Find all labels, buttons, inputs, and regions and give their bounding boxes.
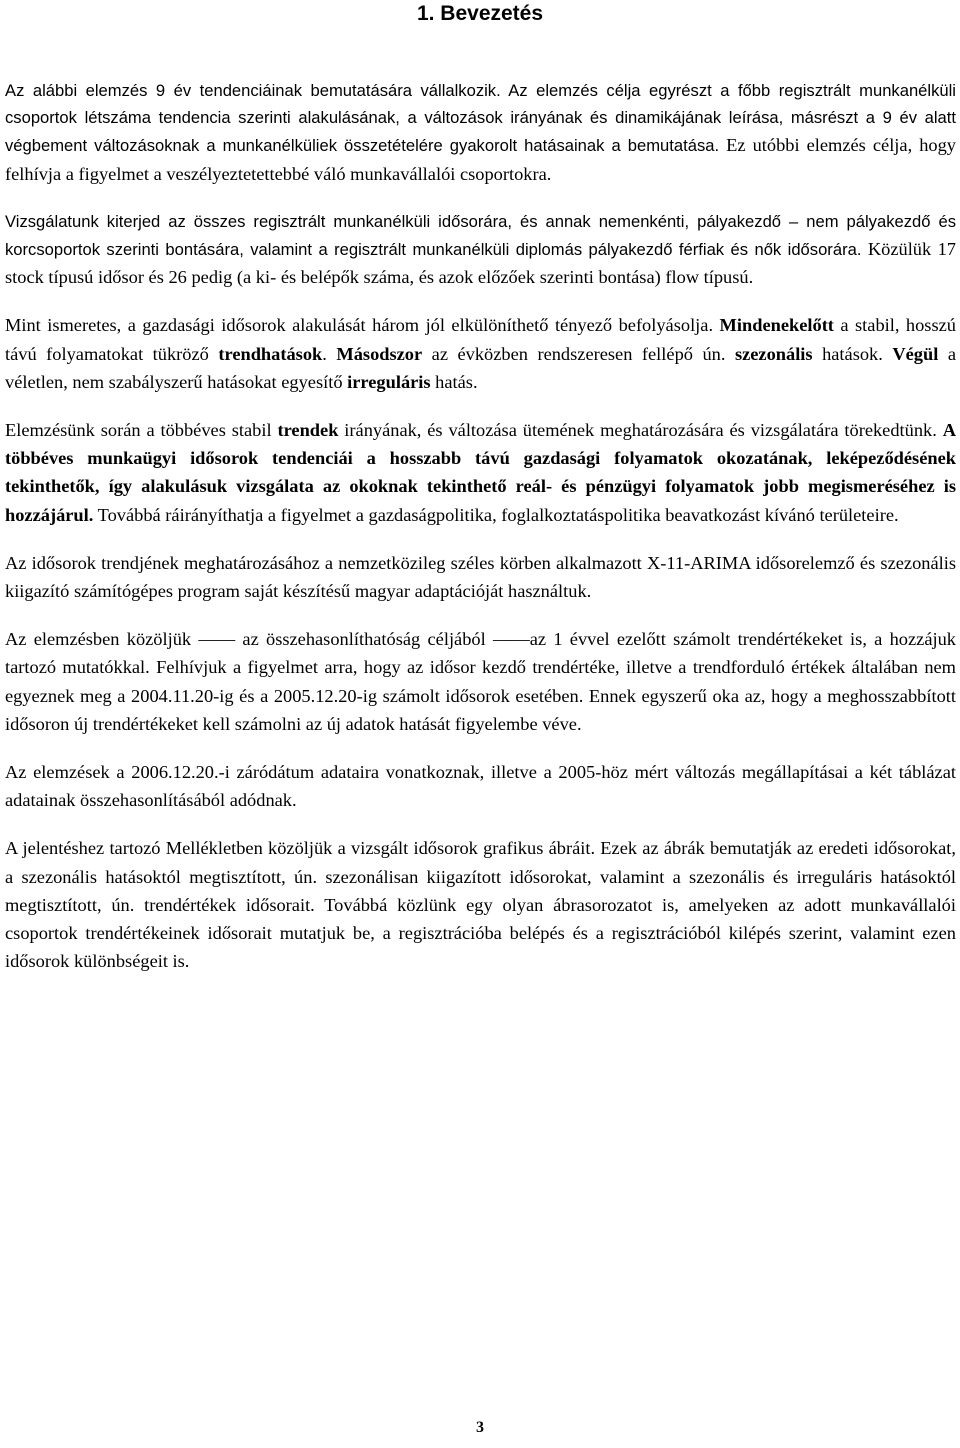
- text-run: Továbbá ráirányíthatja a figyelmet a gazdaságpolitika, foglalkoztatáspolitika beavatkozást kívánó területeire.: [93, 504, 899, 525]
- paragraph-introduction: [5, 78, 956, 189]
- text-run: Mindenekelőtt: [719, 315, 834, 336]
- text-run: Vizsgálatunk kiterjed az összes regisztrált munkanélküli idősorára, és annak nemenkénti, pályakezdő – nem pályakezdő és korcsoportok szerinti bontására, valamint a regisztrált munkanélküli diplomás pályakezdő férfiak és nők idősorára.: [5, 211, 956, 260]
- text-run: szezonális: [734, 343, 813, 364]
- document-body: [5, 78, 956, 996]
- text-run: a véletlen, nem szabályszerű hatásokat egyesítő: [5, 343, 956, 392]
- paragraph-components: [5, 312, 956, 397]
- text-run: Közülük 17 stock típusú idősor és 26 pedig (a ki- és belépők száma, és azok előzőek szerinti bontása) flow típusú.: [5, 239, 956, 288]
- paragraph-scope: [5, 209, 956, 293]
- text-run: Mint ismeretes, a gazdasági idősorok alakulását három jól elkülöníthető tényező befolyásolja.: [5, 315, 720, 336]
- paragraph-method: [5, 550, 956, 606]
- text-run: irányának, és változása ütemének meghatározására és vizsgálatára törekedtünk.: [338, 420, 943, 441]
- paragraph-appendix: [5, 835, 956, 976]
- text-run: Elemzésünk során a többéves stabil: [5, 420, 278, 441]
- paragraph-trends: [5, 417, 956, 530]
- page-number: 3: [476, 1419, 484, 1436]
- text-run: Az alábbi elemzés 9 év tendenciáinak bemutatására vállalkozik. Az elemzés célja egyrészt a főbb regisztrált munkanélküli csoportok létszáma tendencia szerinti alakulásának, a változások irányának és dinamikájának leírása, másrészt a 9 év alatt végbement változásoknak a munkanélküliek összetételére gyakorolt hatásainak a bemutatása.: [5, 81, 956, 156]
- text-run: irreguláris: [347, 371, 431, 392]
- text-run: trendhatások: [218, 343, 323, 364]
- page-title: 1. Bevezetés: [416, 2, 544, 25]
- text-run: hatások.: [812, 343, 893, 364]
- text-run: Az elemzések a 2006.12.20.-i záródátum adataira vonatkoznak, illetve a 2005-höz mért változás megállapításai a két táblázat adatainak összehasonlításából adódnak.: [5, 762, 956, 811]
- paragraph-closing-date: [5, 759, 956, 815]
- text-run: a stabil, hosszú távú folyamatokat tükröző: [5, 315, 956, 364]
- text-run: .: [322, 343, 337, 364]
- text-run: A többéves munkaügyi idősorok tendenciái a hosszabb távú gazdasági folyamatok okozatának, leképeződésének tekinthetők, így alakulásuk vizsgálata az okoknak tekinthető reál- és pénzügyi folyamatok jobb megismeréséhez is hozzájárul.: [5, 420, 956, 525]
- text-run: hatás.: [430, 371, 478, 392]
- text-run: A jelentéshez tartozó Mellékletben közöljük a vizsgált idősorok grafikus ábráit. Ezek az ábrák bemutatják az eredeti idősorokat, a szezonális hatásoktól megtisztított, ún. szezonálisan kiigazított idősorokat, valamint a szezonális és irreguláris hatásoktól megtisztított, ún. trendértékek idősorait. Továbbá közlünk egy olyan ábrasorozatot is, amelyeken az adott munkavállalói csoportok trendértékeinek idősorait mutatjuk be, a regisztrációba belépés és a regisztrációból kilépés szerint, valamint ezen idősorok különbségeit is.: [5, 838, 956, 972]
- text-run: Az elemzésben közöljük —— az összehasonlíthatóság céljából ——az 1 évvel ezelőtt számolt trendértékeket is, a hozzájuk tartozó mutatókkal. Felhívjuk a figyelmet arra, hogy az idősor kezdő trendértéke, illetve a trendforduló értékek általában nem egyeznek meg a 2004.11.20-ig és a 2005.12.20-ig számolt idősorok esetében. Ennek egyszerű oka az, hogy a meghosszabbított idősoron új trendértékeket kell számolni az új adatok hatását figyelembe véve.: [5, 629, 956, 734]
- paragraph-comparison: [5, 626, 956, 739]
- text-run: Másodszor: [336, 343, 423, 364]
- text-run: Ez utóbbi elemzés célja, hogy felhívja a figyelmet a veszélyeztetettebbé váló munkavállalói csoportokra.: [5, 135, 956, 184]
- text-run: Végül: [892, 343, 939, 364]
- text-run: az évközben rendszeresen fellépő ún.: [422, 343, 735, 364]
- text-run: trendek: [277, 420, 339, 441]
- text-run: Az idősorok trendjének meghatározásához a nemzetközileg széles körben alkalmazott X-11-ARIMA idősorelemző és szezonális kiigazító számítógépes program saját készítésű magyar adaptációját használtuk.: [5, 552, 956, 602]
